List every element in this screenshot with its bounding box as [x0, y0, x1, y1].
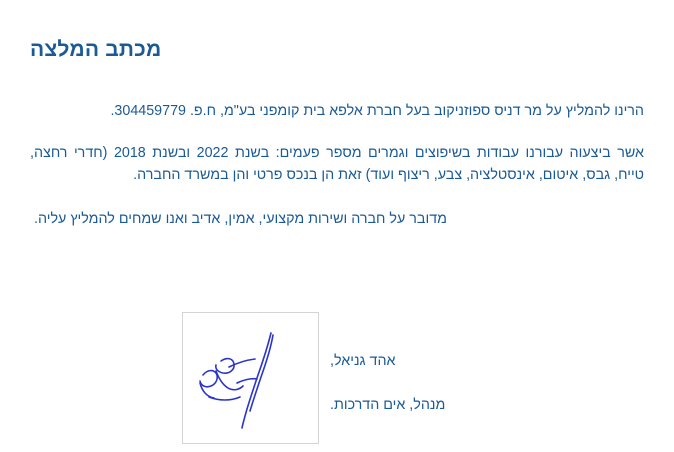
signatory-details: [330, 350, 445, 416]
letter-paragraph-1: הרינו להמליץ על מר דניס ספוזניקוב בעל חברת אלפא בית קומפני בע"מ, ח.פ. 304459779.: [110, 103, 644, 119]
handwritten-signature-icon: [185, 331, 316, 431]
signatory-role: מנהל, אים הדרכות.: [330, 397, 446, 414]
letter-paragraph-3: מדובר על חברה ושירות מקצועי, אמין, אדיב ואנו שמחים להמליץ עליה.: [34, 211, 447, 228]
letter-paragraph-2: אשר ביצעוה עבורנו עבודות בשיפוצים וגמרים מספר פעמים: בשנת 2022 ובשנת 2018 (חדרי רחצה, טייח, גבס, איטום, אינסטלציה, צבע, ריצוף ועוד) זאת הן בנכס פרטי והן במשרד החברה.: [30, 145, 644, 184]
signature-image-frame: [182, 312, 319, 444]
signature-block: [30, 312, 644, 442]
signatory-name: אהד גניאל,: [330, 353, 396, 369]
letter-body: [30, 100, 644, 231]
page-title: מכתב המלצה: [30, 38, 162, 61]
